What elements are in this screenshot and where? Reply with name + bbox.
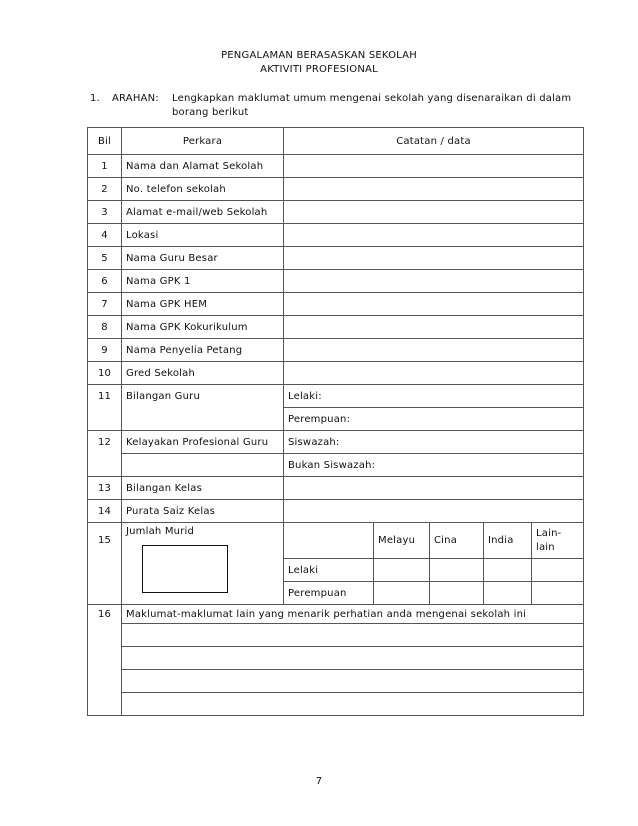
row-perkara: Purata Saiz Kelas [122, 500, 284, 523]
row-bil: 2 [88, 178, 122, 201]
row-bil: 6 [88, 270, 122, 293]
form-title-line2: AKTIVITI PROFESIONAL [260, 64, 378, 75]
row-bil: 15 [88, 523, 122, 605]
table-row [88, 362, 584, 385]
row-perkara-blank [122, 454, 284, 477]
row-perkara: Gred Sekolah [122, 362, 284, 385]
row-bil: 8 [88, 316, 122, 339]
row-catatan-field[interactable] [284, 224, 584, 247]
row-perkara: Nama GPK HEM [122, 293, 284, 316]
sub-label: Bukan Siswazah: [288, 459, 376, 471]
row-bil: 7 [88, 293, 122, 316]
table-row [88, 605, 584, 624]
col-cina: Cina [430, 523, 484, 559]
table-row [88, 247, 584, 270]
table-row [88, 178, 584, 201]
guru-perempuan-field[interactable] [284, 408, 584, 431]
row-bil: 12 [88, 431, 122, 477]
table-row [88, 624, 584, 647]
row-bil: 1 [88, 155, 122, 178]
row-bil: 9 [88, 339, 122, 362]
school-info-table [87, 127, 584, 716]
perempuan-lain-field[interactable] [532, 582, 584, 605]
row-perkara: Bilangan Kelas [122, 477, 284, 500]
header-perkara: Perkara [122, 128, 284, 155]
murid-corner-cell [284, 523, 374, 559]
murid-row-perempuan: Perempuan [284, 582, 374, 605]
notes-line-4[interactable] [122, 693, 584, 716]
instruction-number: 1. [90, 93, 100, 104]
row-catatan-field[interactable] [284, 155, 584, 178]
header-bil: Bil [88, 128, 122, 155]
table-row [88, 155, 584, 178]
row-bil: 10 [88, 362, 122, 385]
table-header-row [88, 128, 584, 155]
table-row [88, 693, 584, 716]
row-perkara: Nama GPK 1 [122, 270, 284, 293]
bukan-siswazah-field[interactable] [284, 454, 584, 477]
row-perkara: Jumlah Murid [126, 526, 195, 537]
guru-lelaki-field[interactable] [284, 385, 584, 408]
instruction-label: ARAHAN: [112, 93, 159, 104]
row-perkara: Nama Penyelia Petang [122, 339, 284, 362]
row-catatan-field[interactable] [284, 201, 584, 224]
table-row [88, 385, 584, 408]
col-india: India [484, 523, 532, 559]
row-catatan-field[interactable] [284, 178, 584, 201]
lelaki-lain-field[interactable] [532, 559, 584, 582]
table-row [88, 339, 584, 362]
lelaki-cina-field[interactable] [430, 559, 484, 582]
table-row [88, 454, 584, 477]
siswazah-field[interactable] [284, 431, 584, 454]
row-catatan-field[interactable] [284, 247, 584, 270]
row-perkara: Alamat e-mail/web Sekolah [122, 201, 284, 224]
row-bil: 3 [88, 201, 122, 224]
notes-line-3[interactable] [122, 670, 584, 693]
table-row [88, 316, 584, 339]
lelaki-india-field[interactable] [484, 559, 532, 582]
header-catatan: Catatan / data [284, 128, 584, 155]
table-row [88, 500, 584, 523]
row-catatan-field[interactable] [284, 339, 584, 362]
row-perkara: Nama Guru Besar [122, 247, 284, 270]
page-number: 7 [315, 776, 323, 787]
row-bil: 14 [88, 500, 122, 523]
row-bil: 11 [88, 385, 122, 431]
sub-label: Perempuan: [288, 413, 351, 425]
form-title-line1: PENGALAMAN BERASASKAN SEKOLAH [221, 50, 417, 61]
sub-label: Siswazah: [288, 436, 340, 448]
table-row [88, 270, 584, 293]
row-catatan-field[interactable] [284, 316, 584, 339]
row-perkara: Bilangan Guru [122, 385, 284, 431]
perempuan-cina-field[interactable] [430, 582, 484, 605]
notes-line-1[interactable] [122, 624, 584, 647]
row-bil: 16 [88, 605, 122, 716]
row-perkara: Lokasi [122, 224, 284, 247]
jumlah-murid-box[interactable] [142, 545, 228, 593]
col-melayu: Melayu [374, 523, 430, 559]
table-row [88, 523, 584, 559]
jumlah-murid-cell [122, 523, 284, 605]
row-bil: 13 [88, 477, 122, 500]
instruction-text-line2: borang berikut [172, 107, 249, 118]
table-row [88, 201, 584, 224]
row-catatan-field[interactable] [284, 362, 584, 385]
perempuan-india-field[interactable] [484, 582, 532, 605]
row-perkara: Kelayakan Profesional Guru [122, 431, 284, 454]
perempuan-melayu-field[interactable] [374, 582, 430, 605]
row-bil: 4 [88, 224, 122, 247]
row-bil: 5 [88, 247, 122, 270]
row-perkara: No. telefon sekolah [122, 178, 284, 201]
table-row [88, 224, 584, 247]
sub-label: Lelaki: [288, 390, 322, 402]
lelaki-melayu-field[interactable] [374, 559, 430, 582]
notes-line-2[interactable] [122, 647, 584, 670]
row-catatan-field[interactable] [284, 270, 584, 293]
row-catatan-field[interactable] [284, 293, 584, 316]
row-perkara: Nama dan Alamat Sekolah [122, 155, 284, 178]
table-row [88, 670, 584, 693]
col-lain-lain: Lain-lain [532, 523, 584, 559]
row-catatan-field[interactable] [284, 477, 584, 500]
table-row [88, 293, 584, 316]
table-row [88, 431, 584, 454]
row-catatan-field[interactable] [284, 500, 584, 523]
row-perkara: Nama GPK Kokurikulum [122, 316, 284, 339]
murid-row-lelaki: Lelaki [284, 559, 374, 582]
table-row [88, 477, 584, 500]
row-perkara: Maklumat-maklumat lain yang menarik perhatian anda mengenai sekolah ini [122, 605, 584, 624]
instruction-text-line1: Lengkapkan maklumat umum mengenai sekolah yang disenaraikan di dalam [172, 93, 572, 104]
table-row [88, 647, 584, 670]
